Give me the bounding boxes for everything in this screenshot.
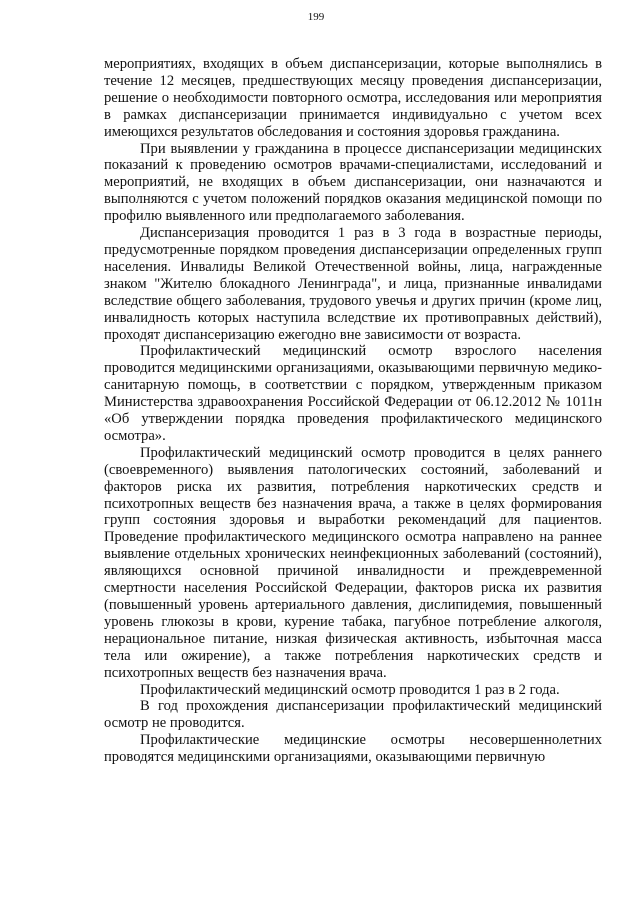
paragraph-continuation: мероприятиях, входящих в объем диспансеризации, которые выполнялись в течение 12 месяцев, предшествующих месяцу проведения диспансеризации, решение о необходимости повторного осмотра, исследования или мероприятия в рамках диспансеризации принимается индивидуально с учетом всех имеющихся результатов обследования и состояния здоровья гражданина.: [104, 56, 602, 140]
document-text-body: [104, 56, 602, 766]
paragraph-preventive-exam-purpose: Профилактический медицинский осмотр проводится в целях раннего (своевременного) выявления патологических состояний, заболеваний и факторов риска их развития, потребления наркотических средств и психотропных веществ без назначения врача, а также в целях формирования групп состояния здоровья и выработки рекомендаций для пациентов. Проведение профилактического медицинского осмотра направлено на раннее выявление отдельных хронических неинфекционных заболеваний (состояний), являющихся основной причиной инвалидности и преждевременной смертности населения Российской Федерации, факторов риска их развития (повышенный уровень артериального давления, дислипидемия, повышенный уровень глюкозы в крови, курение табака, пагубное потребление алкоголя, нерациональное питание, низкая физическая активность, избыточная масса тела или ожирение), а также потребления наркотических средств и психотропных веществ без назначения врача.: [104, 444, 602, 681]
paragraph-dispensarization-frequency: Диспансеризация проводится 1 раз в 3 года в возрастные периоды, предусмотренные порядком проведения диспансеризации определенных групп населения. Инвалиды Великой Отечественной войны, лица, награжденные знаком "Жителю блокадного Ленинграда", и лица, признанные инвалидами вследствие общего заболевания, трудового увечья и других причин (кроме лиц, инвалидность которых наступила вследствие их противоправных действий), проходят диспансеризацию ежегодно вне зависимости от возраста.: [104, 225, 602, 343]
paragraph-preventive-exam-order: Профилактический медицинский осмотр взрослого населения проводится медицинскими организациями, оказывающими первичную медико-санитарную помощь, в соответствии с порядком, утвержденным приказом Министерства здравоохранения Российской Федерации от 06.12.2012 № 1011н «Об утверждении порядка проведения профилактического медицинского осмотра».: [104, 343, 602, 444]
paragraph-no-exam-in-dispensarization-year: В год прохождения диспансеризации профилактический медицинский осмотр не проводится.: [104, 698, 602, 732]
paragraph-specialist-examinations: При выявлении у гражданина в процессе диспансеризации медицинских показаний к проведению осмотров врачами-специалистами, исследований и мероприятий, не входящих в объем диспансеризации, они назначаются и выполняются с учетом положений порядков оказания медицинской помощи по профилю выявленного или предполагаемого заболевания.: [104, 140, 602, 225]
paragraph-minors-exams: Профилактические медицинские осмотры несовершеннолетних проводятся медицинскими организациями, оказывающими первичную: [104, 732, 602, 766]
paragraph-preventive-exam-frequency: Профилактический медицинский осмотр проводится 1 раз в 2 года.: [140, 681, 560, 698]
page-number: 199: [307, 11, 325, 23]
